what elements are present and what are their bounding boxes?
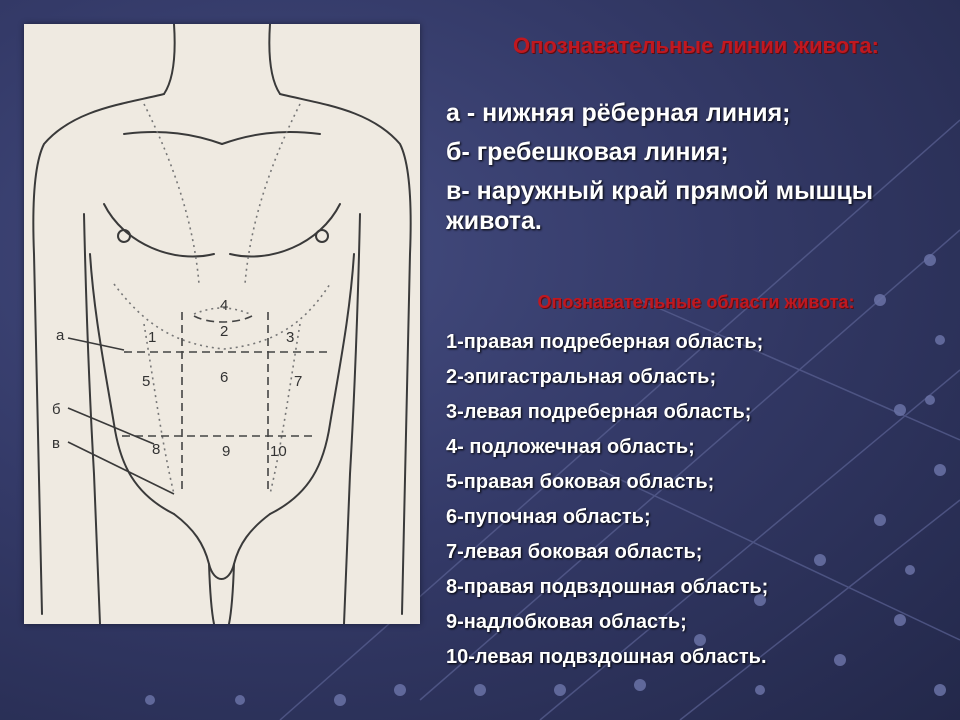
lines-list	[446, 98, 946, 245]
region-number-6: 6	[220, 369, 229, 386]
region-number-9: 9	[222, 443, 231, 460]
line-item-a: а - нижняя рёберная линия;	[446, 99, 791, 127]
lines-title: Опознавательные линии живота:	[513, 33, 879, 58]
region-item-6: 6-пупочная область;	[446, 506, 651, 528]
region-number-1: 1	[148, 329, 157, 346]
region-number-7: 7	[294, 373, 303, 390]
region-item-7: 7-левая боковая область;	[446, 541, 703, 563]
region-item-4: 4- подложечная область;	[446, 436, 695, 458]
region-number-2: 2	[220, 323, 229, 340]
region-item-1: 1-правая подреберная область;	[446, 331, 764, 353]
region-item-9: 9-надлобковая область;	[446, 611, 687, 633]
region-number-5: 5	[142, 373, 151, 390]
region-number-3: 3	[286, 329, 295, 346]
line-label-b: б	[52, 401, 61, 418]
region-number-8: 8	[152, 441, 161, 458]
line-item-v: в- наружный край прямой мышцы живота.	[446, 177, 874, 235]
region-item-8: 8-правая подвздошная область;	[446, 576, 769, 598]
region-number-10: 10	[270, 443, 287, 460]
line-item-b: б- гребешковая линия;	[446, 138, 729, 166]
abdomen-illustration	[24, 24, 420, 624]
region-number-4: 4	[220, 297, 229, 314]
region-item-10: 10-левая подвздошная область.	[446, 646, 767, 668]
line-label-a: а	[56, 327, 65, 344]
line-label-v: в	[52, 435, 60, 452]
region-item-2: 2-эпигастральная область;	[446, 366, 717, 388]
regions-list	[446, 325, 946, 675]
region-item-3: 3-левая подреберная область;	[446, 401, 752, 423]
region-item-5: 5-правая боковая область;	[446, 471, 715, 493]
regions-title: Опознавательные области живота:	[537, 292, 855, 312]
